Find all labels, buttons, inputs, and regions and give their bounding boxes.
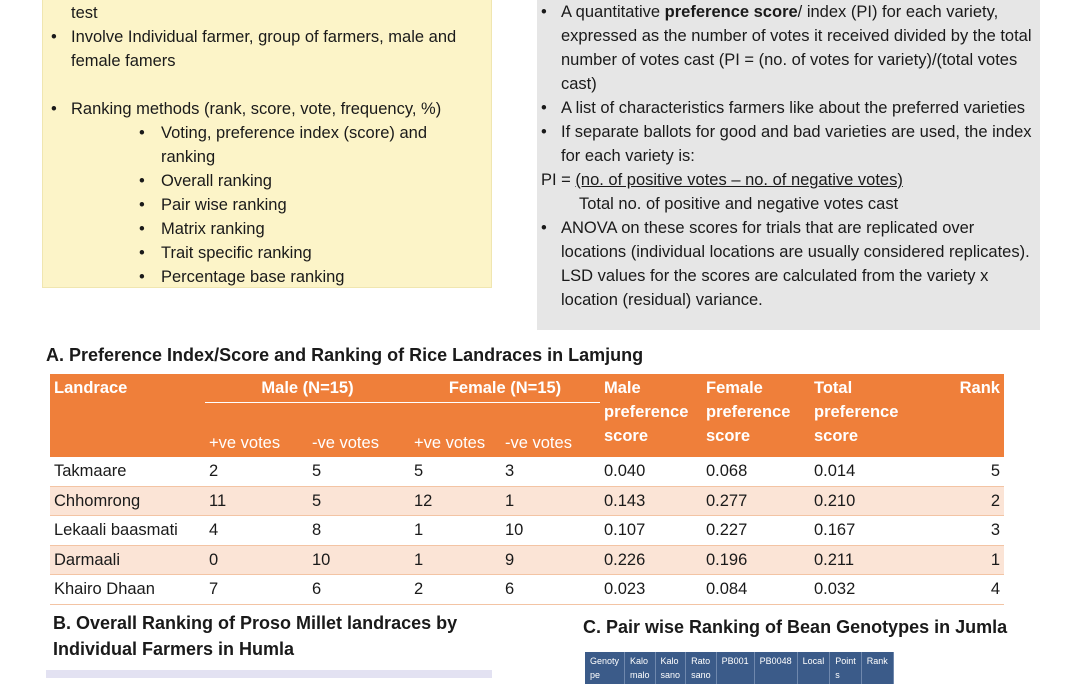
cell-f-neg: 9 — [501, 545, 600, 575]
preference-score-box — [537, 0, 1040, 330]
cell-f-score: 0.277 — [702, 486, 810, 516]
methods-list — [49, 1, 485, 289]
bean-header-cell: Genoty pe — [585, 652, 625, 684]
bean-pairwise-table — [585, 652, 894, 684]
sub-list-item — [49, 193, 485, 217]
header-landrace: Landrace — [50, 374, 205, 457]
cell-rank: 5 — [920, 457, 1004, 486]
rice-table-body — [50, 457, 1004, 604]
header-total-score: Total preference score — [810, 374, 920, 457]
bullet-characteristics — [539, 96, 1032, 120]
cell-m-neg: 6 — [308, 575, 410, 605]
bean-header-cell: PB001 — [716, 652, 754, 684]
list-item-text: Pair wise ranking — [161, 196, 287, 214]
list-item — [49, 25, 485, 73]
list-item-text: Matrix ranking — [161, 220, 265, 238]
anova-text: ANOVA on these scores for trials that are replicated over locations (individual locations are usually considered replicates). LSD values for the scores are calculated from the variety x location (residual) variance. — [561, 219, 1030, 309]
cell-t-score: 0.032 — [810, 575, 920, 605]
bean-header-cell: PB0048 — [754, 652, 797, 684]
header-female-score: Female preference score — [702, 374, 810, 457]
cell-t-score: 0.167 — [810, 516, 920, 546]
bullet-anova — [539, 216, 1032, 312]
sub-list-item — [49, 217, 485, 241]
cell-m-score: 0.226 — [600, 545, 702, 575]
cell-t-score: 0.211 — [810, 545, 920, 575]
sub-list-item — [49, 241, 485, 265]
cell-m-neg: 8 — [308, 516, 410, 546]
bean-header-cell: Point s — [830, 652, 862, 684]
table-row — [50, 457, 1004, 486]
header-male-score: Male preference score — [600, 374, 702, 457]
table-row — [50, 575, 1004, 605]
list-item-text: Involve Individual farmer, group of farmers, male and female famers — [71, 28, 457, 70]
list-item-text: Ranking methods (rank, score, vote, frequency, %) — [71, 100, 442, 118]
header-female-neg: -ve votes — [501, 403, 600, 458]
cell-m-pos: 2 — [205, 457, 308, 486]
section-c-title: C. Pair wise Ranking of Bean Genotypes in Jumla — [583, 617, 1008, 637]
table-row — [50, 516, 1004, 546]
characteristics-text: A list of characteristics farmers like about the preferred varieties — [561, 99, 1026, 117]
pi-denominator: Total no. of positive and negative votes cast — [579, 195, 899, 213]
sub-list-item — [49, 121, 485, 169]
header-male-group: Male (N=15) — [205, 374, 410, 403]
pi-denominator-line — [539, 192, 1032, 216]
list-gap — [49, 73, 485, 97]
preference-score-term: preference score — [664, 3, 798, 21]
cell-m-pos: 4 — [205, 516, 308, 546]
section-b-table-edge — [46, 670, 492, 678]
cell-f-score: 0.084 — [702, 575, 810, 605]
list-item-text: Overall ranking — [161, 172, 272, 190]
cell-m-pos: 0 — [205, 545, 308, 575]
bullet-separate-ballots — [539, 120, 1032, 168]
list-item-text: Voting, preference index (score) and ranking — [161, 124, 427, 166]
cell-rank: 3 — [920, 516, 1004, 546]
cell-landrace: Takmaare — [50, 457, 205, 486]
rice-preference-table — [50, 374, 1004, 605]
cell-f-neg: 3 — [501, 457, 600, 486]
cell-f-score: 0.227 — [702, 516, 810, 546]
list-item-text: Percentage base ranking — [161, 268, 345, 286]
cell-t-score: 0.210 — [810, 486, 920, 516]
pi-formula — [539, 168, 1032, 192]
cell-m-neg: 5 — [308, 486, 410, 516]
bean-header-cell: Rank — [861, 652, 893, 684]
cell-landrace: Chhomrong — [50, 486, 205, 516]
header-rank: Rank — [920, 374, 1004, 457]
bean-table-header-row — [585, 652, 893, 684]
cell-f-neg: 10 — [501, 516, 600, 546]
bullet-preference-score — [539, 0, 1032, 96]
header-male-neg: -ve votes — [308, 403, 410, 458]
cell-landrace: Darmaali — [50, 545, 205, 575]
cell-m-neg: 10 — [308, 545, 410, 575]
cell-f-pos: 2 — [410, 575, 501, 605]
table-row — [50, 545, 1004, 575]
list-item — [49, 1, 485, 25]
cell-f-score: 0.068 — [702, 457, 810, 486]
section-b-title: B. Overall Ranking of Proso Millet landraces by Individual Farmers in Humla — [53, 613, 458, 659]
table-row — [50, 486, 1004, 516]
header-female-pos: +ve votes — [410, 403, 501, 458]
sub-list-item — [49, 265, 485, 289]
list-item-text: test — [71, 4, 98, 22]
cell-f-neg: 6 — [501, 575, 600, 605]
preference-score-text-pre: A quantitative — [561, 3, 665, 21]
separate-ballots-text: If separate ballots for good and bad varieties are used, the index for each variety is: — [561, 123, 1032, 165]
pi-prefix: PI = — [541, 171, 576, 189]
cell-m-score: 0.107 — [600, 516, 702, 546]
cell-f-pos: 1 — [410, 545, 501, 575]
cell-rank: 4 — [920, 575, 1004, 605]
pi-numerator: (no. of positive votes – no. of negative votes) — [575, 171, 903, 189]
cell-landrace: Khairo Dhaan — [50, 575, 205, 605]
bean-header-cell: Kalo malo — [625, 652, 656, 684]
cell-f-pos: 1 — [410, 516, 501, 546]
methods-box — [42, 0, 492, 288]
bean-header-cell: Rato sano — [686, 652, 717, 684]
cell-m-score: 0.143 — [600, 486, 702, 516]
table-header-row — [50, 374, 1004, 403]
cell-m-score: 0.023 — [600, 575, 702, 605]
bean-header-cell: Kalo sano — [655, 652, 686, 684]
sub-list-item — [49, 169, 485, 193]
bean-header-cell: Local — [797, 652, 830, 684]
cell-m-score: 0.040 — [600, 457, 702, 486]
cell-rank: 2 — [920, 486, 1004, 516]
cell-landrace: Lekaali baasmati — [50, 516, 205, 546]
preference-score-list — [539, 0, 1032, 312]
header-female-group: Female (N=15) — [410, 374, 600, 403]
cell-rank: 1 — [920, 545, 1004, 575]
cell-f-neg: 1 — [501, 486, 600, 516]
header-male-pos: +ve votes — [205, 403, 308, 458]
cell-f-score: 0.196 — [702, 545, 810, 575]
list-item-text: Trait specific ranking — [161, 244, 312, 262]
cell-m-neg: 5 — [308, 457, 410, 486]
cell-f-pos: 12 — [410, 486, 501, 516]
cell-m-pos: 7 — [205, 575, 308, 605]
section-a-title: A. Preference Index/Score and Ranking of Rice Landraces in Lamjung — [46, 345, 644, 365]
cell-f-pos: 5 — [410, 457, 501, 486]
preference-score-text-post: / index (PI) for each variety, expressed as the number of votes it received divided by the total number of votes cast (PI = (no. of votes for variety)/(total votes cast) — [561, 3, 1032, 93]
cell-t-score: 0.014 — [810, 457, 920, 486]
cell-m-pos: 11 — [205, 486, 308, 516]
list-item — [49, 97, 485, 121]
